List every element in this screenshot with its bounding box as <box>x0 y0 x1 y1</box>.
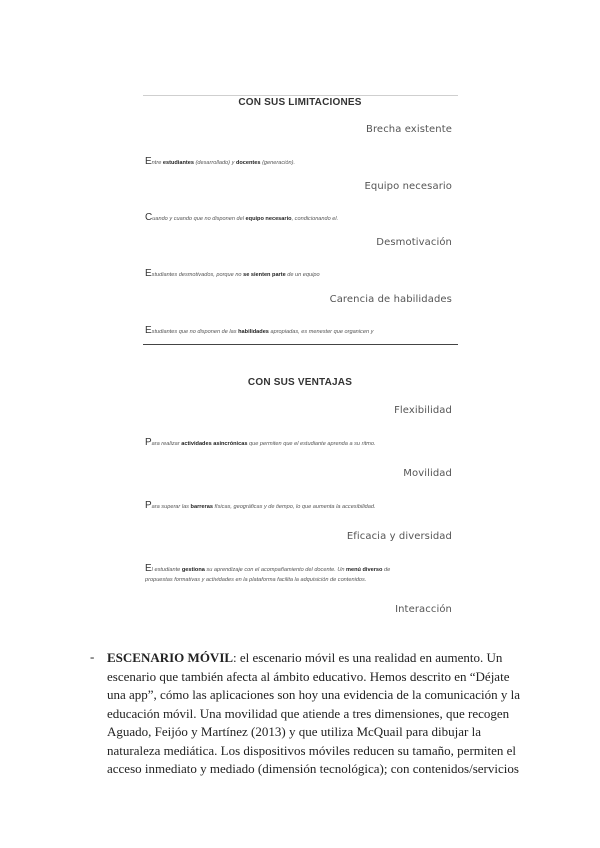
lim-header-2: Desmotivación <box>376 237 452 248</box>
lim-line-2: Estudiantes desmotivados, porque no se sienten parte de un equipo <box>145 269 320 279</box>
paragraph-text: : el escenario móvil es una realidad en aumento. Un escenario que también afecta al ámbito educativo. Hemos descrito en “Déjate una app”, cómo las aplicaciones son hoy una evidencia de la comunicación y la educación móvil. Una movilidad que atiende a tres dimensiones, que recogen Aguado, Feijóo y Martínez (2013) y que utiliza McQuail para dibujar la naturaleza mediática. Los dispositivos móviles reducen su tamaño, permiten el acceso inmediato y mediado (dimensión tecnológica); con contenidos/servicios <box>107 650 520 776</box>
lim-header-1: Equipo necesario <box>364 181 452 192</box>
lim-header-0: Brecha existente <box>365 124 452 135</box>
limitaciones-bottom-rule <box>143 344 458 345</box>
ventajas-title: CON SUS VENTAJAS <box>247 377 353 388</box>
ven-header-0: Flexibilidad <box>394 405 452 416</box>
paragraph-lead: ESCENARIO MÓVIL <box>107 650 234 665</box>
top-divider <box>143 95 458 96</box>
lim-line-0: Entre estudiantes (desarrollado) y docentes (generación). <box>145 157 296 167</box>
lim-line-1: Cuando y cuando que no disponen del equipo necesario, condicionando el. <box>145 213 339 223</box>
lim-line-3: Estudiantes que no disponen de las habilidades apropiadas, es menester que organicen y <box>145 326 374 336</box>
ven-header-1: Movilidad <box>403 468 452 479</box>
escenario-movil-paragraph <box>107 649 527 779</box>
ven-header-3: Interacción <box>395 604 452 615</box>
ven-line-2b: propuestas formativas y actividades en la plataforma facilita la adquisición de contenidos. <box>145 577 367 583</box>
ven-header-2: Eficacia y diversidad <box>346 531 452 542</box>
ven-line-2: El estudiante gestiona su aprendizaje con el acompañamiento del docente. Un menú diverso de <box>145 564 391 574</box>
limitaciones-title: CON SUS LIMITACIONES <box>238 97 362 108</box>
ven-line-1: Para superar las barreras físicas, geográficas y de tiempo, lo que aumenta la accesibilidad. <box>145 501 376 511</box>
ven-line-0: Para realizar actividades asincrónicas que permiten que el estudiante aprenda a su ritmo. <box>145 438 376 448</box>
lim-header-3: Carencia de habilidades <box>329 294 452 305</box>
list-dash: - <box>90 649 95 664</box>
